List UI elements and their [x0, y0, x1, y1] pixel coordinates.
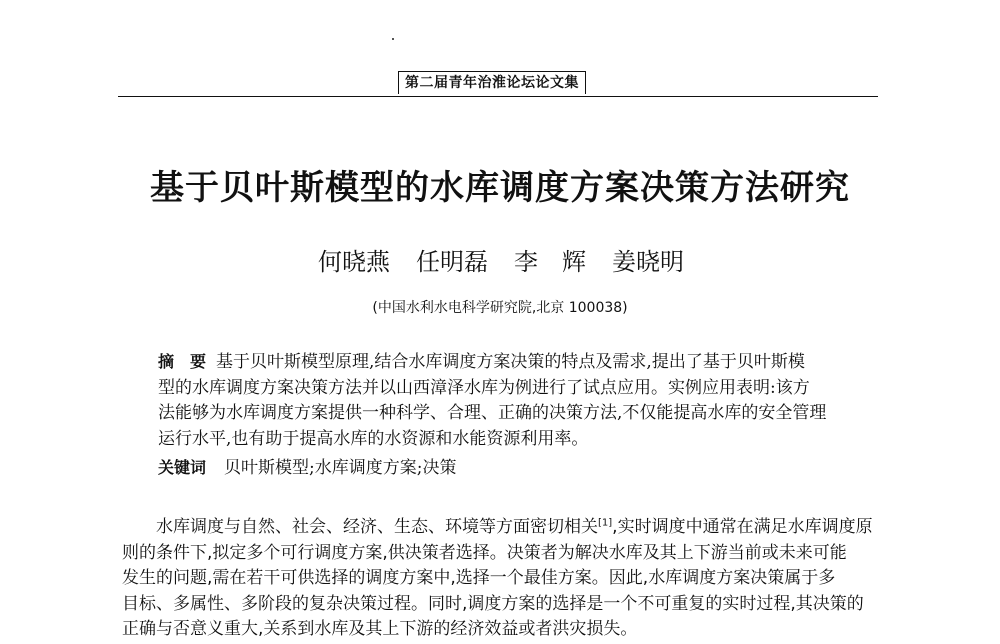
abstract-line: 法能够为水库调度方案提供一种科学、合理、正确的决策方法,不仅能提高水库的安全管理 [158, 403, 827, 423]
abstract-text: 基于贝叶斯模型原理,结合水库调度方案决策的特点及需求,提出了基于贝叶斯模 [216, 352, 805, 372]
abstract-line: 型的水库调度方案决策方法并以山西漳泽水库为例进行了试点应用。实例应用表明:该方 [158, 377, 810, 398]
body-line: 目标、多属性、多阶段的复杂决策过程。同时,调度方案的选择是一个不可重复的实时过程,其决策的 [122, 593, 864, 614]
abstract-line: 运行水平,也有助于提高水库的水资源和水能资源利用率。 [158, 428, 589, 449]
abstract-line [158, 349, 848, 376]
keywords-block [158, 455, 456, 481]
body-text-run: ,实时调度中通常在满足水库调度原 [612, 517, 873, 537]
abstract-label: 摘 要 [158, 352, 207, 371]
body-text-run: 水库调度与自然、社会、经济、生态、环境等方面密切相关 [156, 517, 598, 537]
header-rule [118, 96, 878, 97]
paper-title: 基于贝叶斯模型的水库调度方案决策方法研究 [150, 168, 850, 208]
scan-speck [392, 38, 394, 40]
affiliation: (中国水利水电科学研究院,北京 100038) [372, 300, 628, 316]
author-name: 何晓燕 [318, 248, 390, 276]
body-line: 发生的问题,需在若干可供选择的调度方案中,选择一个最佳方案。因此,水库调度方案决策属于多 [122, 568, 836, 589]
keywords-text: 贝叶斯模型;水库调度方案;决策 [224, 458, 457, 478]
citation-ref[interactable]: [1] [598, 517, 613, 529]
author-name: 任明磊 [416, 248, 488, 276]
author-name: 李 辉 [514, 248, 586, 276]
abstract-block [158, 349, 848, 452]
body-paragraph [122, 515, 882, 643]
author-list [318, 246, 684, 278]
keywords-label: 关键词 [158, 458, 207, 477]
body-line: 则的条件下,拟定多个可行调度方案,供决策者选择。决策者为解决水库及其上下游当前或未来可能 [122, 542, 847, 563]
proceedings-header: 第二届青年治淮论坛论文集 [398, 71, 586, 94]
author-name: 姜晓明 [612, 248, 684, 276]
body-line: 正确与否意义重大,关系到水库及其上下游的经济效益或者洪灾损失。 [122, 619, 638, 640]
body-line [122, 515, 882, 541]
